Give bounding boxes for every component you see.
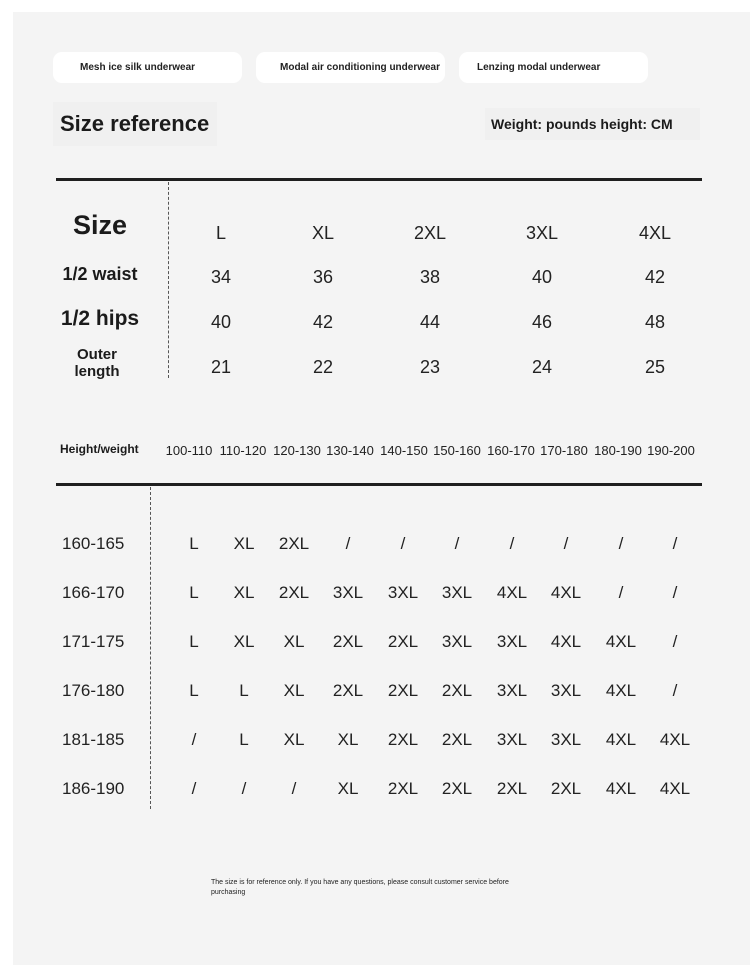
size-header-cell: 2XL <box>413 223 447 243</box>
fit-table-cell: 3XL <box>441 632 473 651</box>
size-table-cell: 42 <box>644 267 666 287</box>
units-note: Weight: pounds height: CM <box>485 108 700 140</box>
weight-column-header: 180-190 <box>594 443 642 458</box>
size-header-cell: 4XL <box>638 223 672 243</box>
fit-table-cell: 2XL <box>387 779 419 798</box>
fit-table-cell: 2XL <box>332 681 364 700</box>
fit-table-cell: 4XL <box>550 583 582 602</box>
fit-table-cell: 4XL <box>550 632 582 651</box>
page-title: Size reference <box>53 102 217 146</box>
size-table-cell: 46 <box>531 312 553 332</box>
table-top-rule <box>56 178 702 181</box>
fit-table-cell: 4XL <box>496 583 528 602</box>
weight-column-header: 100-110 <box>165 443 213 458</box>
fit-table-cell: 2XL <box>387 681 419 700</box>
fit-table-cell: L <box>239 681 249 700</box>
fit-table-cell: 2XL <box>387 730 419 749</box>
fit-table-cell: / <box>563 534 569 553</box>
size-table-cell: 21 <box>210 357 232 377</box>
fit-table-cell: XL <box>283 730 305 749</box>
fit-table-cell: 3XL <box>550 681 582 700</box>
fit-table-cell: 4XL <box>659 779 691 798</box>
fit-table-cell: L <box>189 534 199 553</box>
fit-table-cell: 2XL <box>550 779 582 798</box>
fit-table-cell: / <box>618 534 624 553</box>
weight-column-header: 170-180 <box>540 443 588 458</box>
fit-table-cell: 4XL <box>605 681 637 700</box>
weight-column-header: 150-160 <box>433 443 481 458</box>
row-label-outer-length: Outer length <box>74 346 120 380</box>
weight-column-header: 140-150 <box>380 443 428 458</box>
fit-table-cell: / <box>454 534 460 553</box>
fit-table-cell: XL <box>337 779 359 798</box>
size-table-cell: 44 <box>419 312 441 332</box>
height-row-label: 181-185 <box>62 730 125 749</box>
size-table-cell: 34 <box>210 267 232 287</box>
fit-table-cell: 2XL <box>387 632 419 651</box>
fit-table-cell: 3XL <box>496 730 528 749</box>
fit-table-cell: L <box>189 681 199 700</box>
disclaimer-note: The size is for reference only. If you have any questions, please consult customer service before purchasing <box>211 879 509 896</box>
fit-table-cell: 2XL <box>278 534 310 553</box>
fit-table-cell: XL <box>283 681 305 700</box>
fit-table-cell: 2XL <box>441 730 473 749</box>
fit-table-divider <box>150 487 151 809</box>
fit-table-cell: 3XL <box>441 583 473 602</box>
fit-table-cell: XL <box>337 730 359 749</box>
fit-table-cell: 4XL <box>605 730 637 749</box>
tab-mesh-ice-silk[interactable]: Mesh ice silk underwear <box>53 52 242 83</box>
fit-table-cell: 3XL <box>496 681 528 700</box>
fit-table-cell: L <box>189 583 199 602</box>
height-row-label: 171-175 <box>62 632 125 651</box>
size-table-cell: 24 <box>531 357 553 377</box>
fit-table-cell: XL <box>233 632 255 651</box>
fit-table-cell: 3XL <box>332 583 364 602</box>
tab-modal-air-conditioning[interactable]: Modal air conditioning underwear <box>256 52 445 83</box>
size-header-label: Size <box>72 210 128 240</box>
fit-table-cell: / <box>672 632 678 651</box>
fit-table-cell: 2XL <box>278 583 310 602</box>
size-table-cell: 40 <box>210 312 232 332</box>
fit-table-cell: L <box>239 730 249 749</box>
table-divider <box>168 182 169 378</box>
fit-table-cell: L <box>189 632 199 651</box>
fit-table-cell: 4XL <box>659 730 691 749</box>
fit-table-cell: 3XL <box>387 583 419 602</box>
size-table-cell: 38 <box>419 267 441 287</box>
size-table-cell: 42 <box>312 312 334 332</box>
fit-table-cell: 2XL <box>441 779 473 798</box>
fit-table-cell: / <box>400 534 406 553</box>
weight-column-header: 160-170 <box>487 443 535 458</box>
row-label-waist: 1/2 waist <box>62 264 138 284</box>
fit-table-cell: / <box>191 779 197 798</box>
size-header-cell: 3XL <box>525 223 559 243</box>
fit-table-cell: 2XL <box>496 779 528 798</box>
fit-table-cell: 4XL <box>605 632 637 651</box>
fit-table-top-rule <box>56 483 702 486</box>
height-weight-header: Height/weight <box>60 442 139 456</box>
size-header-cell: L <box>215 223 227 243</box>
fit-table-cell: / <box>618 583 624 602</box>
size-table-cell: 22 <box>312 357 334 377</box>
fit-table-cell: 3XL <box>496 632 528 651</box>
weight-column-header: 110-120 <box>219 443 267 458</box>
fit-table-cell: / <box>191 730 197 749</box>
height-row-label: 186-190 <box>62 779 125 798</box>
fit-table-cell: / <box>672 583 678 602</box>
weight-column-header: 190-200 <box>647 443 695 458</box>
fit-table-cell: 2XL <box>441 681 473 700</box>
size-table-cell: 23 <box>419 357 441 377</box>
fit-table-cell: 4XL <box>605 779 637 798</box>
row-label-hips: 1/2 hips <box>60 307 140 330</box>
fit-table-cell: / <box>291 779 297 798</box>
weight-column-header: 120-130 <box>273 443 321 458</box>
fit-table-cell: / <box>672 534 678 553</box>
fit-table-cell: XL <box>233 534 255 553</box>
fit-table-cell: / <box>509 534 515 553</box>
fit-table-cell: XL <box>283 632 305 651</box>
height-row-label: 176-180 <box>62 681 125 700</box>
fit-table-cell: / <box>345 534 351 553</box>
size-table-cell: 48 <box>644 312 666 332</box>
fit-table-cell: / <box>672 681 678 700</box>
fit-table-cell: XL <box>233 583 255 602</box>
size-table-cell: 36 <box>312 267 334 287</box>
size-header-cell: XL <box>311 223 335 243</box>
fit-table-cell: / <box>241 779 247 798</box>
size-chart-card <box>13 12 750 965</box>
height-row-label: 166-170 <box>62 583 125 602</box>
fit-table-cell: 2XL <box>332 632 364 651</box>
height-row-label: 160-165 <box>62 534 125 553</box>
fit-table-cell: 3XL <box>550 730 582 749</box>
tab-lenzing-modal[interactable]: Lenzing modal underwear <box>459 52 648 83</box>
size-table-cell: 40 <box>531 267 553 287</box>
weight-column-header: 130-140 <box>326 443 374 458</box>
size-table-cell: 25 <box>644 357 666 377</box>
